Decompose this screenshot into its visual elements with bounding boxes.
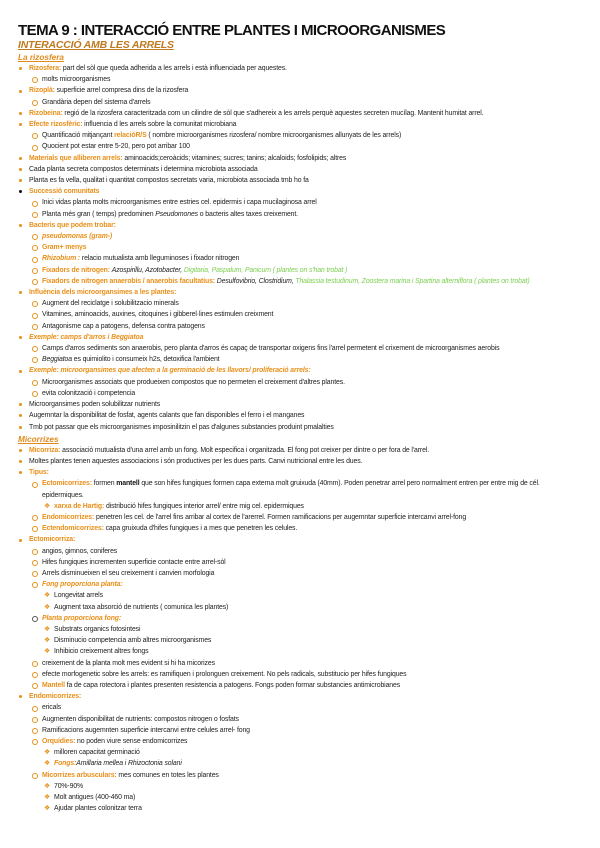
list-item	[18, 568, 573, 579]
list-item	[18, 97, 573, 108]
highlighted-text: Influència dels microorgansimes a les plantes:	[29, 289, 177, 297]
bullet-dot-icon	[19, 186, 22, 197]
list-item	[18, 590, 573, 601]
bullet-dot-icon	[19, 467, 22, 478]
bullet-dot-icon	[19, 119, 22, 130]
item-text: associació mutualista d'una arrel amb un fong. Molt especifica i organitzada. El fong pot creixer per dintre o per fora de l'arrel.	[60, 446, 430, 454]
bullet-dot-icon	[19, 108, 22, 119]
item-text: ericals	[42, 704, 62, 712]
list-item	[18, 501, 573, 512]
highlighted-text: Fixadors de nitrogen:	[42, 266, 110, 274]
highlighted-text: Rhizobium :	[42, 255, 81, 263]
bullet-dot-icon	[19, 445, 22, 456]
list-item	[18, 74, 573, 85]
list-item	[18, 287, 573, 298]
list-item	[18, 658, 573, 669]
bullet-diamond-icon: ❖	[44, 782, 51, 790]
list-item	[18, 646, 573, 657]
item-text: Microorganismes associats que produeixen compostos que no permeten el creixement d'altres plantes.	[42, 378, 345, 386]
item-text: molts microorganismes	[42, 76, 111, 84]
item-text: Augemntar la disponibilitat de fosfat, agents calants que fan disponibles el ferro i el manganes	[29, 412, 305, 420]
highlighted-text: Rizosfera:	[29, 65, 62, 72]
list-item	[18, 231, 573, 242]
highlighted-text: Micorrizes arbusculars:	[42, 771, 117, 779]
item-text: ( nombre microorganismes rizosfera/ nombre microorganismes allunyats de les arrels)	[146, 132, 402, 140]
item-text: Augment taxa absorció de nutrients ( comunica les plantes)	[54, 603, 229, 611]
list-item	[18, 781, 573, 792]
item-text: Grandària depen del sistema d'arrels	[42, 98, 151, 106]
item-text: Arrels disminueixen el seu creixement i canvien morfologia	[42, 569, 215, 577]
list-item	[18, 209, 573, 220]
list-item	[18, 747, 573, 758]
highlighted-text: Micorriza:	[29, 446, 61, 454]
list-item	[18, 141, 573, 152]
bullet-diamond-icon: ❖	[44, 637, 51, 645]
subsection-heading: La rizosfera	[18, 53, 64, 62]
item-text: Antagonisme cap a patogens, defensa contra patogens	[42, 322, 205, 330]
item-text: efecte morfogenetic sobre les arrels: es ramifiquen i prolonguen creixement. No pels radicals, substitucio per hifes fungiques	[42, 670, 407, 678]
item-text: 70%-90%	[54, 782, 84, 790]
item-text: que son hifes fungiques formen capa externa molt gruixuda (40mm). Poden penetrar arrel pero normalment entren per entre mig de cél. epidermiques.	[42, 480, 540, 499]
document-page	[18, 22, 573, 814]
list-item	[18, 691, 573, 702]
highlighted-text: Ectomicorriza:	[29, 536, 76, 544]
bullet-dot-icon	[19, 534, 22, 545]
highlighted-text: Azospirillu, Azotobacter,	[111, 266, 183, 274]
list-item	[18, 792, 573, 803]
highlighted-text: Fong proporciona planta:	[42, 581, 123, 589]
bullet-diamond-icon: ❖	[44, 502, 51, 510]
highlighted-text: relacióR/S	[114, 132, 147, 140]
highlighted-text: Exemple: microorgansimes que afecten a la germinació de les llavors/ proliferació arrels:	[29, 367, 311, 375]
item-text: Camps d'arros sediments son anaerobis, pero planta d'arros és capaç de transportar oxigens fins l'arrel permetent el crixement de microorganismes aerobis	[42, 345, 500, 353]
item-text: mes comunes en totes les plantes	[116, 771, 219, 779]
highlighted-text: Endomicorrizes:	[42, 513, 95, 521]
item-text: fa de capa rotectora i plantes presenten resistencia a patogens. Fongs poden formar substancies antimicrobianes	[64, 681, 401, 689]
bullet-dot-icon	[19, 153, 22, 164]
highlighted-text: Thalassia testudinum, Zoostera marina i Spartina alterniflora ( plantes on trobat)	[295, 277, 530, 285]
highlighted-text: Ectomicorrizes:	[42, 480, 92, 488]
item-text: capa gruixuda d'hifes fungiques i a mes que penetren les celules.	[103, 525, 298, 533]
item-text: penetren les cel. de l'arrel fins arribar al cortex de l'arerrel. Formen ramificacions per augemntar superficie intercanvi arrel-fong	[94, 513, 467, 521]
item-text: Longevitat arrels	[54, 592, 103, 600]
highlighted-text: Materials que alliberen arrels:	[29, 154, 123, 162]
list-item	[18, 758, 573, 769]
bullet-dot-icon	[19, 456, 22, 467]
highlighted-text: Successió comunitats	[29, 188, 100, 196]
item-text: Microorgansimes poden solubilitzar nutrients	[29, 401, 161, 409]
item-text: Ramificacions augemnten superficie intercanvi entre celules arrel- fong	[42, 726, 250, 734]
item-text: Vitamines, aminoacids, auxines, citoquines i gibberel·lines estimulen creixment	[42, 311, 274, 319]
bullet-dot-icon	[19, 175, 22, 186]
list-item	[18, 445, 573, 456]
item-text: Planta es fa vella, qualitat i quantitat compostos secretats varia, microbiota associada tmb ho fa	[29, 177, 309, 185]
list-item	[18, 635, 573, 646]
list-item	[18, 512, 573, 523]
list-item	[18, 354, 573, 365]
page-title: TEMA 9 : INTERACCIÓ ENTRE PLANTES I MICROORGANISMES	[18, 22, 446, 39]
bullet-diamond-icon: ❖	[44, 625, 51, 633]
list-item	[18, 186, 573, 197]
item-text: o bacteris altes taxes creixement.	[198, 210, 298, 218]
highlighted-text: Tipus:	[29, 469, 49, 477]
highlighted-text: Fixadors de nitrogen anaerobis / anaerobis facultatius:	[42, 277, 215, 285]
list-item	[18, 242, 573, 253]
list-item	[18, 624, 573, 635]
subsection-heading: Micorrizes	[18, 434, 59, 444]
list-item	[18, 770, 573, 781]
list-item	[18, 220, 573, 231]
highlighted-text: Ectendomicorrizes:	[42, 525, 104, 533]
item-text: aminoacids;ceroàcids; vitamines; sucres; tanins; alcaloids; fosfolipids; altres	[122, 154, 347, 162]
item-text: formen	[91, 480, 117, 488]
bullet-list	[18, 63, 573, 814]
list-item	[18, 669, 573, 680]
highlighted-text: Efecte rizosfèric:	[29, 121, 83, 129]
list-item	[18, 298, 573, 309]
item-text: Augmenten disponibilitat de nutrients: compostos nitrogen o fosfats	[42, 715, 239, 723]
list-item	[18, 309, 573, 320]
highlighted-text: Mantell	[42, 681, 65, 689]
list-item	[18, 534, 573, 545]
item-text: part del sòl que queda adherida a les arrels i està influenciada per aquestes.	[61, 65, 287, 72]
list-item	[18, 276, 573, 287]
list-item	[18, 803, 573, 814]
list-item	[18, 399, 573, 410]
list-item	[18, 602, 573, 613]
list-item	[18, 714, 573, 725]
list-item	[18, 680, 573, 691]
item-text: no poden viure sense endomicorrizes	[75, 737, 188, 745]
highlighted-text: Orquídies:	[42, 737, 76, 745]
item-text: Hifes fungiques incrementen superficie contacte entre arrel-sòl	[42, 558, 226, 566]
highlighted-text: Planta proporciona fong:	[42, 614, 122, 622]
list-item	[18, 130, 573, 141]
highlighted-text: Pseudomones	[155, 210, 198, 218]
list-item	[18, 702, 573, 713]
list-item	[18, 613, 573, 624]
highlighted-text: pseudomonas (gram-)	[42, 233, 113, 241]
highlighted-text: Rizoplà:	[29, 87, 55, 95]
list-item	[18, 523, 573, 534]
highlighted-text: Beggiatoa	[42, 356, 72, 364]
list-item	[18, 197, 573, 208]
item-text: Augment del reciclatge i solubilitzacio minerals	[42, 300, 179, 308]
item-text: Molt antigues (400-460 ma)	[54, 794, 136, 801]
item-text: relacio mutualista amb lleguminoses i fixador nitrogen	[80, 255, 240, 263]
list-item	[18, 153, 573, 164]
bullet-dot-icon	[19, 287, 22, 298]
list-item	[18, 85, 573, 96]
list-item	[18, 478, 573, 500]
bullet-circle-icon	[32, 478, 38, 491]
bullet-dot-icon	[19, 410, 22, 421]
highlighted-text: Rizobeina:	[29, 109, 63, 117]
item-text: Ajudar plantes colonitzar terra	[54, 805, 142, 813]
list-item	[18, 108, 573, 119]
bullet-dot-icon	[19, 85, 22, 96]
item-text: Inhibicio creixement altres fongs	[54, 648, 149, 656]
item-text: Quocient pot estar entre 5-20, pero pot arribar 100	[42, 143, 190, 151]
item-text: creixement de la planta molt mes evident si hi ha micorizes	[42, 659, 215, 667]
list-item	[18, 265, 573, 276]
item-text: Cada planta secreta compostos determinats i determina microbiota associada	[29, 165, 258, 173]
bullet-dot-icon	[19, 63, 22, 74]
item-text: influencia d les arrels sobre la comunitat microbiana	[82, 121, 237, 129]
list-item	[18, 557, 573, 568]
highlighted-text: Desulfovibrio, Clostridium,	[216, 277, 294, 285]
bullet-diamond-icon: ❖	[44, 592, 51, 600]
item-text: Quantificació mitjançant	[42, 132, 115, 140]
section-heading: INTERACCIÓ AMB LES ARRELS	[18, 39, 174, 51]
list-item	[18, 410, 573, 421]
bullet-dot-icon	[19, 164, 22, 175]
highlighted-text: Endomicorrizes:	[29, 693, 82, 701]
item-text: superficie arrel compresa dins de la rizosfera	[54, 87, 189, 95]
highlighted-text: Amillaria mellea i Rhizoctonia solani	[76, 760, 182, 768]
bullet-diamond-icon: ❖	[44, 603, 51, 611]
bullet-dot-icon	[19, 422, 22, 433]
bullet-diamond-icon: ❖	[44, 648, 51, 656]
item-text: es quimiolito i consumeix h2s, detoxifica l'ambient	[71, 356, 220, 364]
bullet-dot-icon	[19, 365, 22, 376]
highlighted-text: Exemple: camps d'arros i Beggiatoa	[29, 333, 144, 341]
highlighted-text: mantell	[116, 480, 140, 488]
list-item	[18, 253, 573, 264]
item-text: evita colonització i competencia	[42, 389, 136, 397]
item-text: Planta més gran ( temps) predominen	[42, 210, 156, 218]
list-item	[18, 365, 573, 376]
highlighted-text: Fongs:	[54, 760, 77, 768]
highlighted-text: Bacteris que podem trobar:	[29, 221, 116, 229]
bullet-diamond-icon: ❖	[44, 760, 51, 768]
highlighted-text: Digitaria, Paspalum, Panicum ( plantes on s'han trobat )	[183, 266, 348, 274]
bullet-dot-icon	[19, 220, 22, 231]
list-item	[18, 546, 573, 557]
list-item	[18, 579, 573, 590]
item-text: Moltes plantes tenen aquestes associacions i són productives per les dues parts. Canvi nutricional entre les dues.	[29, 457, 363, 465]
item-text: Tmb pot passar que els microorganismes imposinilitzin el pas d'algunes substancies produint pmalalties	[29, 423, 334, 431]
item-text: regió de la rizosfera caracteritzada com un cilindre de sòl que s'adhereix a les arrels perquè aquestes secreten mucílag. Mantenit humitat arrel.	[62, 109, 484, 117]
bullet-dot-icon	[19, 332, 22, 343]
list-item	[18, 332, 573, 343]
highlighted-text: xarxa de Hartig:	[54, 502, 105, 510]
list-item	[18, 736, 573, 747]
item-text: milloren capacitat germinació	[54, 749, 140, 757]
list-item	[18, 456, 573, 467]
bullet-diamond-icon: ❖	[44, 805, 51, 813]
bullet-diamond-icon: ❖	[44, 749, 51, 757]
bullet-diamond-icon: ❖	[44, 794, 51, 801]
bullet-dot-icon	[19, 399, 22, 410]
highlighted-text: Gram+ menys	[42, 244, 87, 252]
list-item	[18, 343, 573, 354]
list-item	[18, 321, 573, 332]
list-item	[18, 175, 573, 186]
item-text: angios, gimnos, coniferes	[42, 547, 118, 555]
item-text: distribució hifes fungiques interior arrel/ entre mig cel. epidermiques	[104, 502, 304, 510]
list-item	[18, 422, 573, 433]
list-item	[18, 388, 573, 399]
list-item	[18, 63, 573, 74]
list-item	[18, 119, 573, 130]
list-item	[18, 164, 573, 175]
list-item	[18, 377, 573, 388]
item-text: Substrats organics fotosintesi	[54, 625, 141, 633]
item-text: Inici vidas planta molts microorganismes entre estries cel. epidermis i capa mucilaginosa arrel	[42, 199, 317, 207]
item-text: Disminucio competencia amb altres microorganismes	[54, 637, 212, 645]
bullet-dot-icon	[19, 691, 22, 702]
list-item	[18, 467, 573, 478]
list-item	[18, 725, 573, 736]
